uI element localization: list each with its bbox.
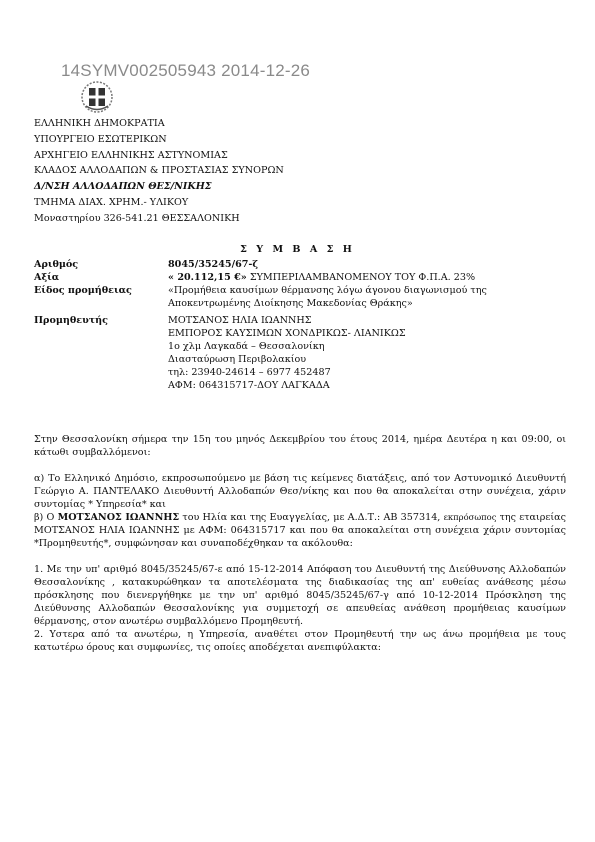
field-number bbox=[34, 258, 564, 271]
document-watermark: 14SYMV002505943 2014-12-26 bbox=[61, 61, 311, 80]
party-a-paragraph: α) Το Ελληνικό Δημόσιο, εκπροσωπούμενο με βάση τις κείμενες διατάξεις, από τον Αστυνομικό Διευθυντή Γεώργιο Α. ΠΑΝΤΕΛΑΚΟ Διευθυντή Αλλοδαπών Θεσ/νίκης και που θα αποκαλείται στην συνέχεια, χάριν συντομίας * Υπηρεσία* και bbox=[34, 473, 566, 510]
supplier-tax-id: ΑΦΜ: 064315717-ΔΟΥ ΛΑΓΚΑΔΑ bbox=[168, 380, 330, 391]
supplier-business: ΕΜΠΟΡΟΣ ΚΑΥΣΙΜΩΝ ΧΟΝΔΡΙΚΩΣ- ΛΙΑΝΙΚΩΣ bbox=[168, 328, 406, 339]
header-directorate: Δ/ΝΣΗ ΑΛΛΟΔΑΠΩΝ ΘΕΣ/ΝΙΚΗΣ bbox=[34, 181, 212, 193]
supplier-phone: τηλ: 23940-24614 – 6977 452487 bbox=[168, 367, 331, 378]
contract-fields bbox=[34, 258, 564, 392]
supplier-name: ΜΟΤΣΑΝΟΣ ΗΛΙΑ ΙΩΑΝΝΗΣ bbox=[168, 315, 312, 326]
header-line-police-hq: ΑΡΧΗΓΕΙΟ ΕΛΛΗΝΙΚΗΣ ΑΣΤΥΝΟΜΙΑΣ bbox=[34, 149, 228, 161]
field-number-value: 8045/35245/67-ζ bbox=[168, 259, 259, 270]
contract-body bbox=[34, 433, 566, 654]
field-value-amount: « 20.112,15 €» bbox=[168, 272, 247, 283]
field-value-note: ΣΥΜΠΕΡΙΛΑΜΒΑΝΟΜΕΝΟΥ ΤΟΥ Φ.Π.Α. 23% bbox=[246, 272, 476, 283]
party-b-paragraph bbox=[34, 511, 566, 550]
supplier-junction: Διασταύρωση Περιβολακίου bbox=[168, 354, 307, 365]
intro-paragraph: Στην Θεσσαλονίκη σήμερα την 15η του μηνός Δεκεμβρίου του έτους 2014, ημέρα Δευτέρα η και 09:00, οι κάτωθι συμβαλλόμενοι: bbox=[34, 434, 566, 458]
header-department: ΤΜΗΜΑ ΔΙΑΧ. ΧΡΗΜ.- ΥΛΙΚΟΥ bbox=[34, 196, 189, 208]
field-supplier-label: Προμηθευτής bbox=[34, 315, 108, 326]
header-line-republic: ΕΛΛΗΝΙΚΗ ΔΗΜΟΚΡΑΤΙΑ bbox=[34, 118, 165, 129]
field-supplier bbox=[34, 314, 564, 392]
field-supplier-value bbox=[168, 314, 564, 392]
party-b-details: του Ηλία και της Ευαγγελίας, με Α.Δ.Τ.: ΑΒ 357314, bbox=[179, 512, 444, 523]
party-b-role: εκπρόσωπος bbox=[443, 512, 497, 522]
clause-2-paragraph: 2. Υστερα από τα ανωτέρω, η Υπηρεσία, αναθέτει στον Προμηθευτή την ως άνω προμήθεια με τους κατωτέρω όρους και συμφωνίες, τις οποίες αποδέχεται ανεπιφύλακτα: bbox=[34, 629, 566, 653]
field-procurement-type bbox=[34, 284, 564, 310]
party-b-prefix: β) Ο bbox=[34, 512, 58, 523]
field-type-value bbox=[168, 284, 564, 310]
clause-1-paragraph: 1. Με την υπ' αριθμό 8045/35245/67-ε από 15-12-2014 Απόφαση του Διευθυντή της Διεύθυνσης Αλλοδαπών Θεσσαλονίκης , κατακυρώθηκαν τα αποτελέσματα της διαδικασίας της απ' ευθείας ανάθεσης μέσω πρόσκλησης που διενεργήθηκε με την υπ' αριθμό 8045/35245/67-γ από 10-12-2014 Πρόσκληση της Διεύθυνσης Αλλοδαπών Θεσσαλονίκης για συμμετοχή σε απευθείας ανάθεση προμήθειας καυσίμων θέρμανσης, στον ανωτέρω συμβαλλόμενο Προμηθευτή. bbox=[34, 564, 566, 627]
greek-emblem-icon bbox=[80, 80, 114, 114]
field-type-label: Είδος προμήθειας bbox=[34, 285, 132, 296]
field-value-content bbox=[168, 271, 564, 284]
field-value bbox=[34, 271, 564, 284]
party-b-name: ΜΟΤΣΑΝΟΣ ΙΩΑΝΝΗΣ bbox=[57, 512, 180, 523]
field-number-label: Αριθμός bbox=[34, 259, 79, 270]
field-value-label: Αξία bbox=[34, 272, 60, 283]
party-b-rest: της εταιρείας ΜΟΤΣΑΝΟΣ ΗΛΙΑ ΙΩΑΝΝΗΣ με ΑΦΜ: 064315717 και που θα αποκαλείται στη συνέχεια χάριν συντομίας *Προμηθευτής*, συμφώνησαν και συναποδέχθηκαν τα ακόλουθα: bbox=[34, 512, 566, 549]
header-line-ministry: ΥΠΟΥΡΓΕΙΟ ΕΣΩΤΕΡΙΚΩΝ bbox=[34, 133, 167, 145]
header-line-branch: ΚΛΑΔΟΣ ΑΛΛΟΔΑΠΩΝ & ΠΡΟΣΤΑΣΙΑΣ ΣΥΝΟΡΩΝ bbox=[34, 165, 284, 177]
field-type-line: Αποκεντρωμένης Διοίκησης Μακεδονίας Θράκης» bbox=[168, 298, 413, 309]
issuing-authority-header bbox=[34, 116, 284, 227]
contract-title: Σ Υ Μ Β Α Σ Η bbox=[240, 244, 355, 255]
header-address: Μοναστηρίου 326-541.21 ΘΕΣΣΑΛΟΝΙΚΗ bbox=[34, 212, 240, 224]
supplier-address: 1ο χλμ Λαγκαδά – Θεσσαλονίκη bbox=[168, 341, 325, 352]
field-type-line: «Προμήθεια καυσίμων θέρμανσης λόγω άγονου διαγωνισμού της bbox=[168, 285, 487, 296]
